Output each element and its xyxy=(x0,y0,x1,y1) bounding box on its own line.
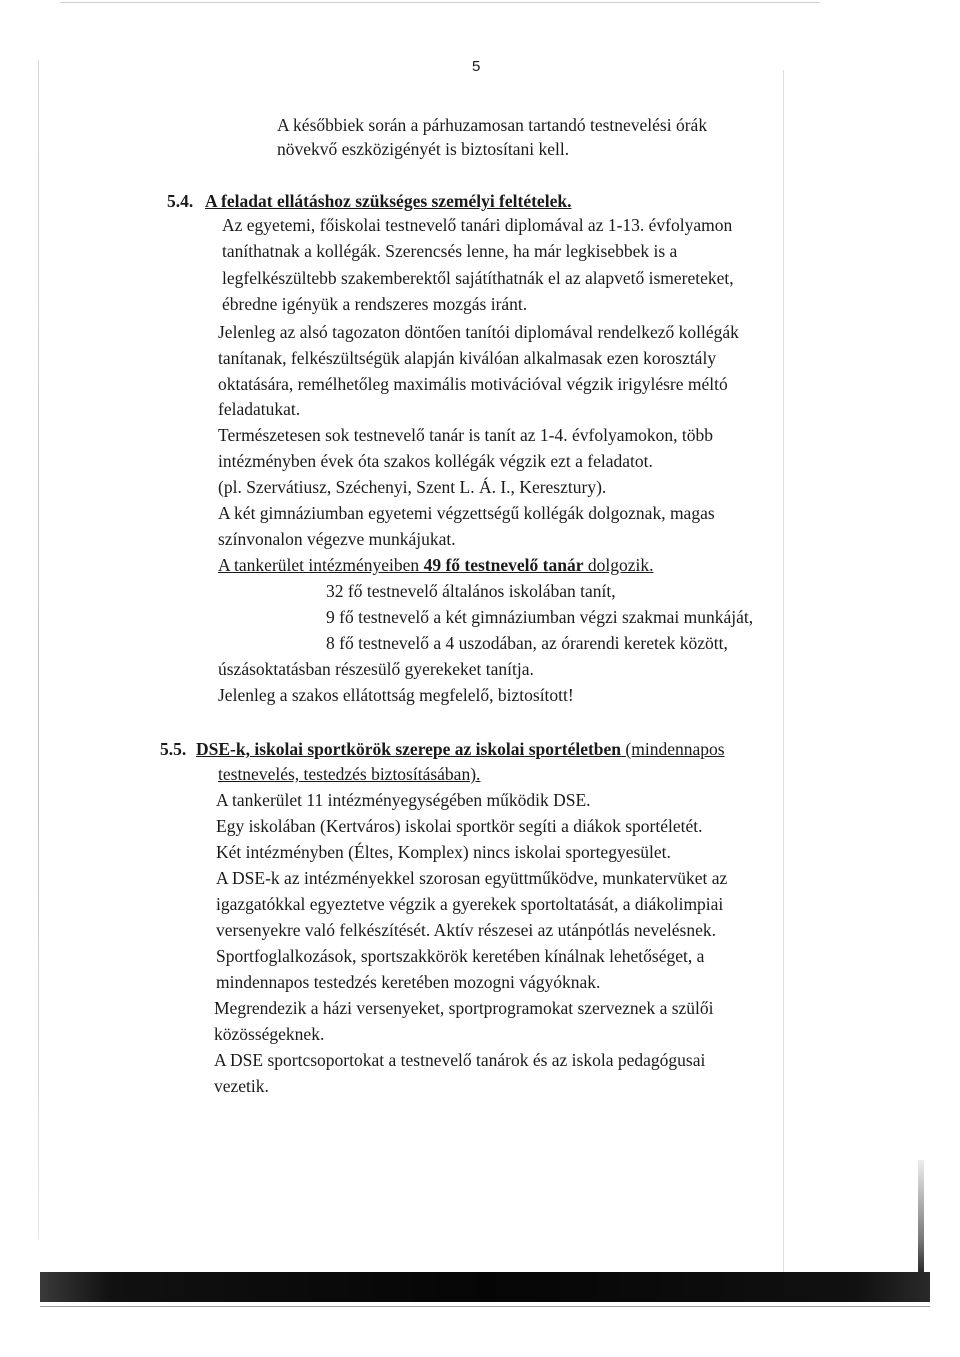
s54-line-18: úszásoktatásban részesülő gyerekeket tanítja. xyxy=(218,659,534,679)
s54-line-19: Jelenleg a szakos ellátottság megfelelő, biztosított! xyxy=(218,685,574,705)
s55-line-2: Egy iskolában (Kertváros) iskolai sportkör segíti a diákok sportéletét. xyxy=(216,816,703,836)
s54-line-14 xyxy=(218,554,653,576)
s54-line-16: 9 fő testnevelő a két gimnáziumban végzi szakmai munkáját, xyxy=(326,607,754,627)
s55-line-4: A DSE-k az intézményekkel szorosan együttműködve, munkatervüket az xyxy=(216,868,728,888)
s54-line-4: ébredne igényük a rendszeres mozgás iránt. xyxy=(222,294,528,314)
s54-line-11: (pl. Szervátiusz, Széchenyi, Szent L. Á. I., Keresztury). xyxy=(218,477,607,497)
section-5-4-number: 5.4. xyxy=(167,191,194,211)
s55-line-8: mindennapos testedzés keretében mozogni vágyóknak. xyxy=(216,972,601,992)
intro-line-1: A későbbiek során a párhuzamosan tartandó testnevelési órák xyxy=(277,115,708,135)
scan-left-edge xyxy=(38,60,39,1240)
section-5-5-number: 5.5. xyxy=(160,739,187,759)
s54-line-5: Jelenleg az alsó tagozaton döntően tanítói diplomával rendelkező kollégák xyxy=(218,322,739,342)
tankerulet-text: A tankerület intézményeiben xyxy=(218,555,424,575)
scan-bottom-shadow xyxy=(40,1272,930,1302)
s54-line-8: feladatukat. xyxy=(218,399,301,419)
teacher-count-highlight: 49 fő testnevelő tanár xyxy=(423,555,584,575)
scan-bottom-edge xyxy=(40,1306,930,1307)
section-5-5-heading xyxy=(196,738,725,760)
s55-line-1: A tankerület 11 intézményegységében működik DSE. xyxy=(216,790,591,810)
scan-right-edge xyxy=(783,70,784,1280)
s54-line-2: taníthatnak a kollégák. Szerencsés lenne, ha már legkisebbek is a xyxy=(222,241,678,261)
s54-line-13: színvonalon végezve munkájukat. xyxy=(218,529,456,549)
intro-line-2: növekvő eszközigényét is biztosítani kell. xyxy=(277,139,570,159)
scan-top-edge xyxy=(60,2,820,3)
s54-line-3: legfelkészültebb szakemberektől sajátíthatnák el az alapvető ismereteket, xyxy=(222,268,734,288)
s55-line-11: A DSE sportcsoportokat a testnevelő tanárok és az iskola pedagógusai xyxy=(214,1050,706,1070)
dolgozik-text: dolgozik. xyxy=(583,555,654,575)
s54-line-6: tanítanak, felkészültségük alapján kiválóan alkalmasak ezen korosztály xyxy=(218,348,717,368)
s54-line-12: A két gimnáziumban egyetemi végzettségű kollégák dolgoznak, magas xyxy=(218,503,715,523)
section-5-5-heading-line-2: testnevelés, testedzés biztosításában). xyxy=(218,764,481,784)
s54-line-1: Az egyetemi, főiskolai testnevelő tanári diplomával az 1-13. évfolyamon xyxy=(222,215,733,235)
s55-line-7: Sportfoglalkozások, sportszakkörök keretében kínálnak lehetőséget, a xyxy=(216,946,705,966)
s55-line-10: közösségeknek. xyxy=(214,1024,325,1044)
s55-heading-rest: (mindennapos xyxy=(621,739,725,759)
s55-line-3: Két intézményben (Éltes, Komplex) nincs iskolai sportegyesület. xyxy=(216,842,671,862)
s55-line-5: igazgatókkal egyeztetve végzik a gyerekek sportoltatását, a diákolimpiai xyxy=(216,894,724,914)
s55-line-12: vezetik. xyxy=(214,1076,269,1096)
section-5-4-heading: A feladat ellátáshoz szükséges személyi feltételek. xyxy=(205,191,572,211)
s54-line-7: oktatására, remélhetőleg maximális motivációval végzik irigylésre méltó xyxy=(218,374,728,394)
s54-line-15: 32 fő testnevelő általános iskolában tanít, xyxy=(326,581,616,601)
s55-line-6: versenyekre való felkészítését. Aktív részesei az utánpótlás nevelésnek. xyxy=(216,920,717,940)
s55-line-9: Megrendezik a házi versenyeket, sportprogramokat szerveznek a szülői xyxy=(214,998,714,1018)
s55-heading-bold: DSE-k, iskolai sportkörök szerepe az iskolai sportéletben xyxy=(196,739,622,759)
page-number: 5 xyxy=(472,58,481,75)
s54-line-9: Természetesen sok testnevelő tanár is tanít az 1-4. évfolyamokon, több xyxy=(218,425,713,445)
s54-line-10: intézményben évek óta szakos kollégák végzik ezt a feladatot. xyxy=(218,451,653,471)
scan-shadow-right xyxy=(918,1160,924,1275)
s54-line-17: 8 fő testnevelő a 4 uszodában, az órarendi keretek között, xyxy=(326,633,728,653)
